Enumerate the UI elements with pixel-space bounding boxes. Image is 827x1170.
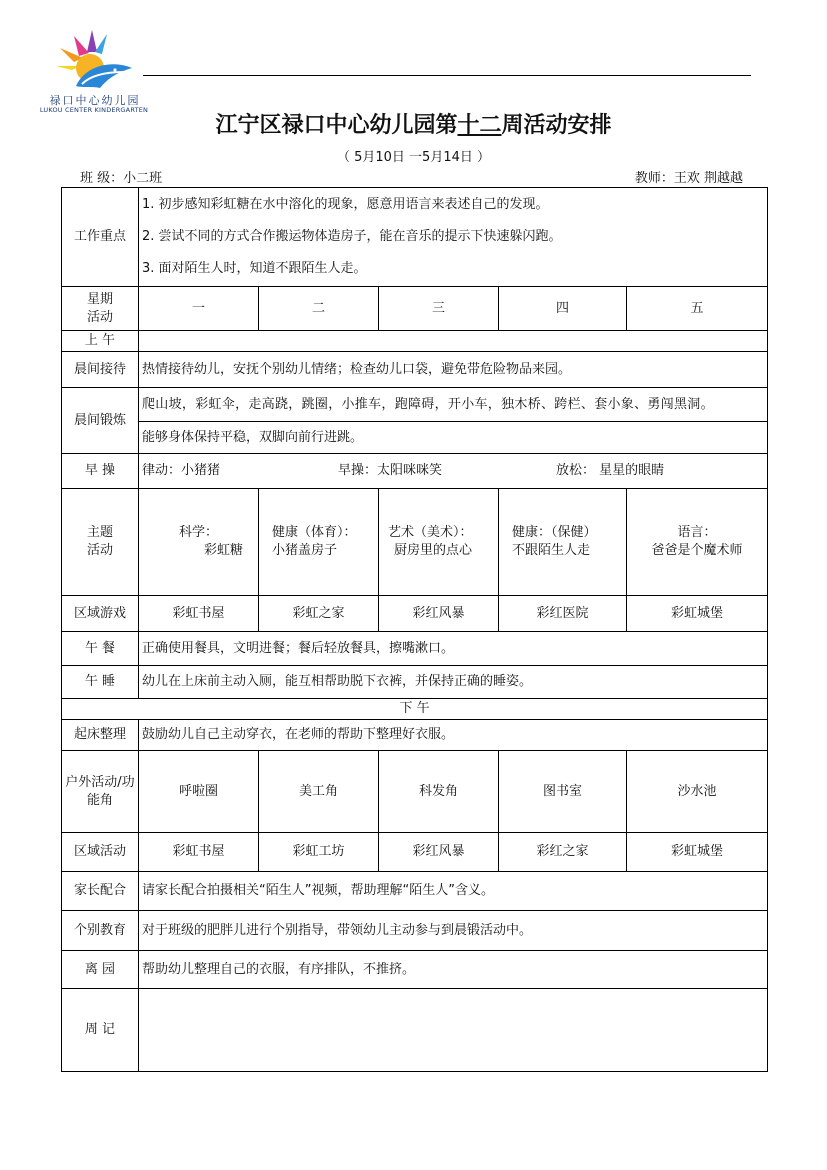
outdoor-wed: 科发角: [379, 751, 499, 833]
area-game-wed: 彩红风暴: [379, 596, 499, 632]
drill-exercise: 早操：太阳咪咪笑: [338, 463, 443, 479]
work-focus-label: 工作重点: [62, 188, 139, 287]
page-title: 江宁区禄口中心幼儿园第十二周活动安排: [215, 112, 612, 138]
day-tue: 二: [259, 287, 379, 331]
morning-exercise-goal: 能够身体保持平稳，双脚向前行进跳。: [139, 422, 768, 454]
theme-label: 主题 活动: [62, 489, 139, 596]
outdoor-mon: 呼啦圈: [139, 751, 259, 833]
area-game-label: 区域游戏: [62, 596, 139, 632]
theme-thu: 健康：（保健） 不跟陌生人走: [499, 489, 627, 596]
morning-reception-text: 热情接待幼儿，安抚个别幼儿情绪；检查幼儿口袋，避免带危险物品来园。: [139, 352, 768, 388]
individual-row: [62, 911, 768, 951]
leave-text: 帮助幼儿整理自己的衣服，有序排队，不推挤。: [139, 951, 768, 989]
logo-name-en: LUKOU CENTER KINDERGARTEN: [39, 106, 149, 114]
individual-label: 个别教育: [62, 911, 139, 951]
weekly-note-text[interactable]: [139, 989, 768, 1072]
morning-reception-label: 晨间接待: [62, 352, 139, 388]
theme-row: [62, 489, 768, 596]
leave-row: [62, 951, 768, 989]
afternoon-section-label: 下 午: [62, 699, 768, 720]
day-wed: 三: [379, 287, 499, 331]
theme-mon: 科学： 彩虹糖: [139, 489, 259, 596]
nap-label: 午 睡: [62, 666, 139, 699]
wake-label: 起床整理: [62, 720, 139, 751]
nap-row: [62, 666, 768, 699]
lunch-label: 午 餐: [62, 632, 139, 666]
area-activity-thu: 彩红之家: [499, 833, 627, 872]
lunch-row: [62, 632, 768, 666]
area-activity-label: 区域活动: [62, 833, 139, 872]
morning-reception-row: [62, 352, 768, 388]
morning-drill-row: [62, 454, 768, 489]
morning-exercise-row: [62, 388, 768, 422]
area-game-thu: 彩红医院: [499, 596, 627, 632]
header-rule: [143, 75, 751, 76]
outdoor-tue: 美工角: [259, 751, 379, 833]
area-activity-row: [62, 833, 768, 872]
weekly-note-row: [62, 989, 768, 1072]
area-activity-tue: 彩虹工坊: [259, 833, 379, 872]
outdoor-fri: 沙水池: [627, 751, 768, 833]
work-focus-item: 2. 尝试不同的方式合作搬运物体造房子，能在音乐的提示下快速躲闪跑。: [142, 229, 562, 245]
schedule-table: [61, 187, 768, 1072]
leave-label: 离 园: [62, 951, 139, 989]
work-focus-item: 1. 初步感知彩虹糖在水中溶化的现象，愿意用语言来表述自己的发现。: [142, 197, 549, 213]
work-focus-row: [62, 188, 768, 287]
outdoor-label: 户外活动/功能角: [62, 751, 139, 833]
work-focus-items: [139, 188, 768, 287]
work-focus-item: 3. 面对陌生人时，知道不跟陌生人走。: [142, 261, 367, 277]
area-game-tue: 彩虹之家: [259, 596, 379, 632]
area-activity-mon: 彩虹书屋: [139, 833, 259, 872]
outdoor-row: [62, 751, 768, 833]
wake-row: [62, 720, 768, 751]
teacher-label: 教师：王欢 荆越越: [634, 171, 743, 186]
day-fri: 五: [627, 287, 768, 331]
morning-section-label: 上 午: [62, 331, 139, 352]
area-game-mon: 彩虹书屋: [139, 596, 259, 632]
parents-row: [62, 872, 768, 911]
drill-relax: 放松： 星星的眼睛: [556, 463, 665, 479]
wake-text: 鼓励幼儿自己主动穿衣，在老师的帮助下整理好衣服。: [139, 720, 768, 751]
morning-drill-label: 早 操: [62, 454, 139, 489]
morning-section-row: [62, 331, 768, 352]
week-number: 十二: [457, 112, 502, 138]
day-mon: 一: [139, 287, 259, 331]
lunch-text: 正确使用餐具，文明进餐；餐后轻放餐具，擦嘴漱口。: [139, 632, 768, 666]
afternoon-section-row: [62, 699, 768, 720]
weekly-note-label: 周 记: [62, 989, 139, 1072]
weekday-header-row: [62, 287, 768, 331]
parents-text: 请家长配合拍摄相关“陌生人”视频，帮助理解“陌生人”含义。: [139, 872, 768, 911]
area-game-fri: 彩虹城堡: [627, 596, 768, 632]
theme-wed: 艺术（美术）： 厨房里的点心: [379, 489, 499, 596]
morning-exercise-row-2: [62, 422, 768, 454]
area-activity-fri: 彩虹城堡: [627, 833, 768, 872]
weekday-corner: 星期 活动: [62, 287, 139, 331]
theme-fri: 语言： 爸爸是个魔术师: [627, 489, 768, 596]
nap-text: 幼儿在上床前主动入厕，能互相帮助脱下衣裤，并保持正确的睡姿。: [139, 666, 768, 699]
area-game-row: [62, 596, 768, 632]
area-activity-wed: 彩红风暴: [379, 833, 499, 872]
morning-exercise-label: 晨间锻炼: [62, 388, 139, 454]
logo-name-cn: 禄口中心幼儿园: [49, 94, 141, 107]
day-thu: 四: [499, 287, 627, 331]
theme-tue: 健康（体育）： 小猪盖房子: [259, 489, 379, 596]
outdoor-thu: 图书室: [499, 751, 627, 833]
parents-label: 家长配合: [62, 872, 139, 911]
drill-rhythm: 律动：小猪猪: [142, 463, 221, 479]
morning-exercise-text: 爬山坡，彩虹伞，走高跷，跳圈，小推车，跑障碍，开小车，独木桥、跨栏、套小象、勇闯黑洞。: [139, 388, 768, 422]
class-label: 班 级：小二班: [80, 171, 163, 186]
date-range: （ 5月10日 一5月14日 ）: [336, 150, 491, 165]
individual-text: 对于班级的肥胖儿进行个别指导，带领幼儿主动参与到晨锻活动中。: [139, 911, 768, 951]
